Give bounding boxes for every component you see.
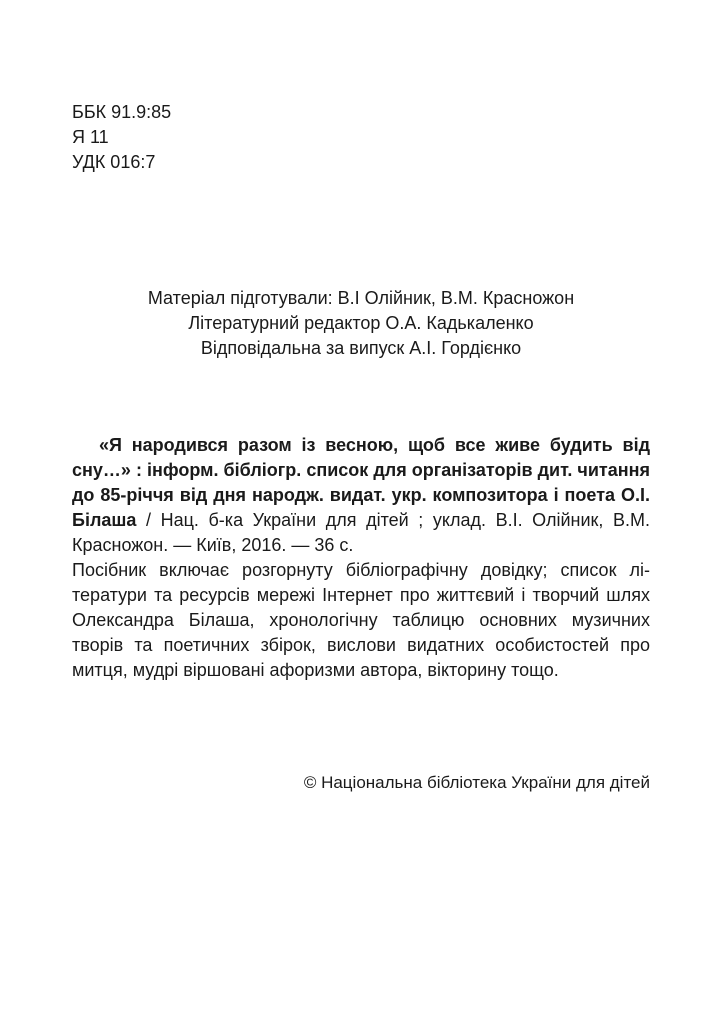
- responsible-person: Відповідальна за випуск А.І. Гордієнко: [200, 338, 522, 358]
- copyright-notice: © Національна бібліотека України для дітей: [303, 773, 650, 792]
- publication-details: / Нац. б-ка України для дітей ; уклад. В.І. Олійник, В.М. Красножон. — Київ, 2016. — 36 с.: [72, 510, 650, 555]
- author-mark: Я 11: [72, 127, 109, 147]
- publication-title: «Я народився разом із весною, щоб все живе будить від сну…» : інформ. бібліогр. список для організаторів дит. читання до 85-річчя від дня народж. видат. укр. композитора і поета О.І. Білаша: [72, 435, 650, 530]
- annotation: Посібник включає розгорнуту бібліографічну довідку; список літератури та ресурсів мережі Інтернет про життєвий і творчий шлях Олександра Білаша, хронологічну таблицю основних музичних творів та поетичних збірок, вислови видатних особистостей про митця, мудрі віршовані афоризми автора, вікторину тощо.: [72, 560, 650, 680]
- udk-code: УДК 016:7: [72, 152, 156, 172]
- classification-codes: [72, 100, 171, 175]
- prepared-by: Матеріал підготували: В.І Олійник, В.М. Красножон: [147, 288, 575, 308]
- bbk-code: ББК 91.9:85: [72, 102, 172, 122]
- literary-editor: Літературний редактор О.А. Кадькаленко: [188, 313, 534, 333]
- credits-block: [72, 286, 650, 361]
- bibliographic-description: [72, 433, 650, 683]
- bibliographic-record: [72, 433, 650, 558]
